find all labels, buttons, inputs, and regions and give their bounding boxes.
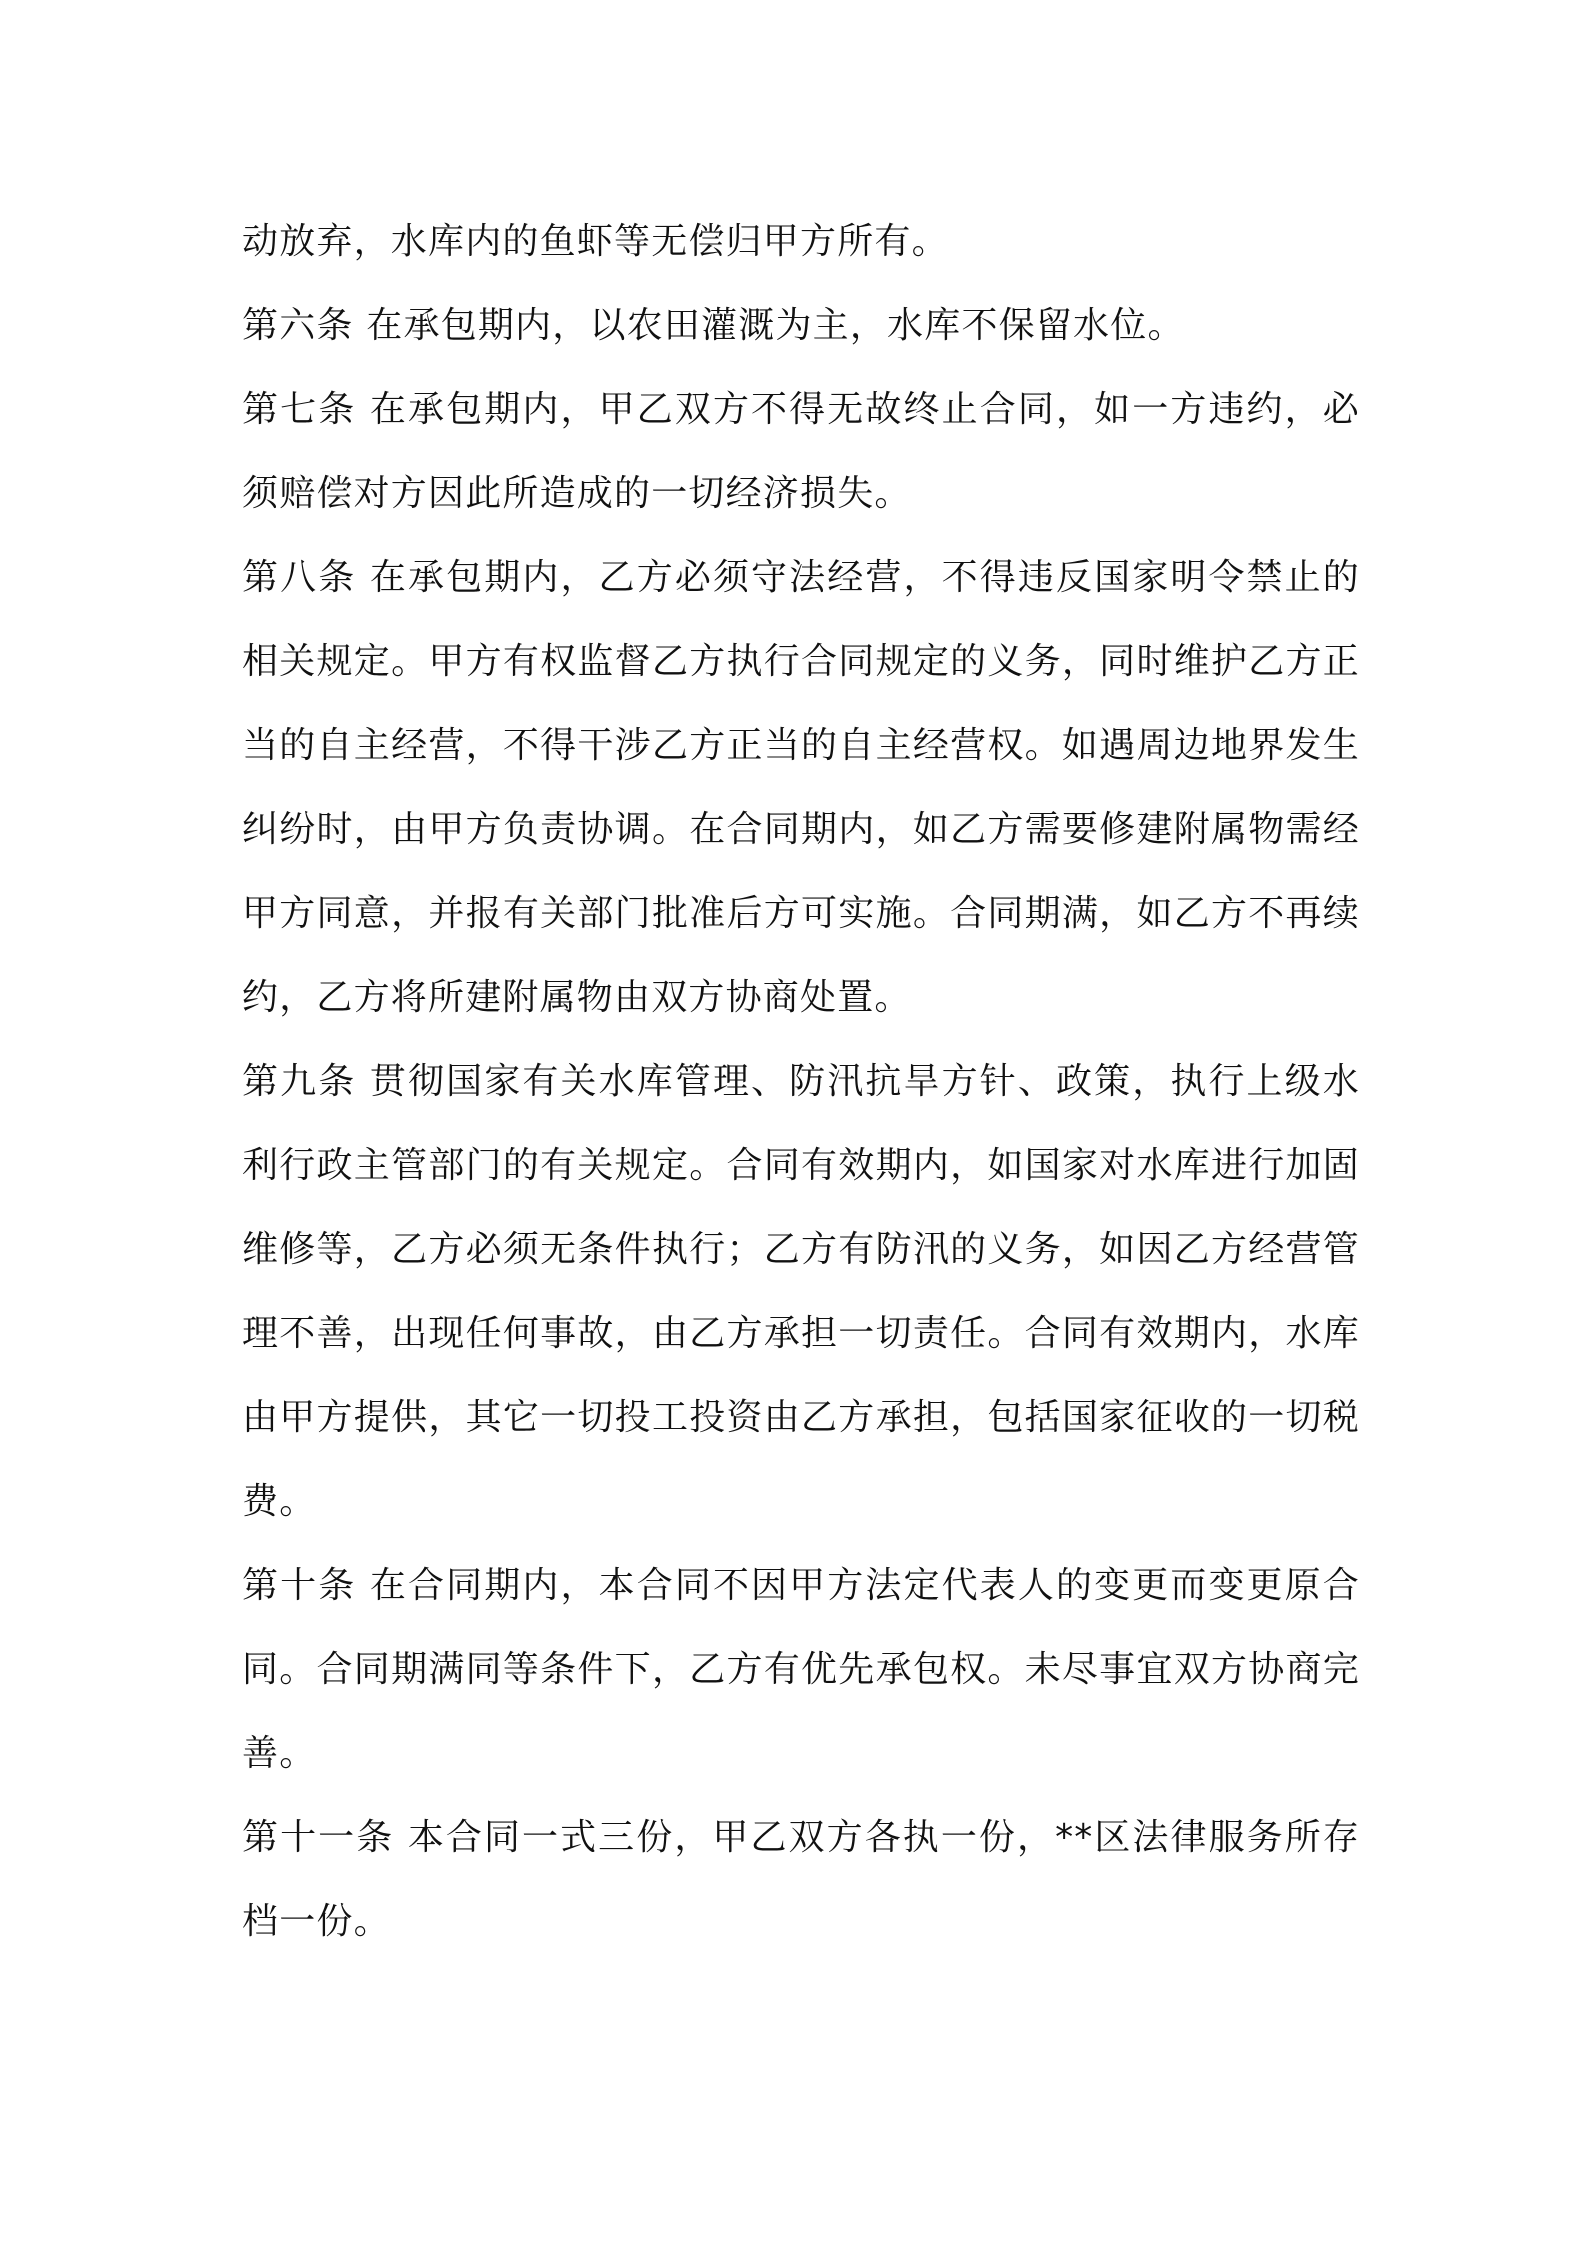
article-6: 第六条 在承包期内，以农田灌溉为主，水库不保留水位。 xyxy=(242,305,1185,346)
article-10: 第十条 在合同期内，本合同不因甲方法定代表人的变更而变更原合同。合同期满同等条件下，乙方有优先承包权。未尽事宜双方协商完善。 xyxy=(242,1565,1360,1774)
article-8: 第八条 在承包期内，乙方必须守法经营，不得违反国家明令禁止的相关规定。甲方有权监督乙方执行合同规定的义务，同时维护乙方正当的自主经营，不得干涉乙方正当的自主经营权。如遇周边地界发生纠纷时，由甲方负责协调。在合同期内，如乙方需要修建附属物需经甲方同意，并报有关部门批准后方可实施。合同期满，如乙方不再续约，乙方将所建附属物由双方协商处置。 xyxy=(242,557,1360,1018)
article-9: 第九条 贯彻国家有关水库管理、防汛抗旱方针、政策，执行上级水利行政主管部门的有关规定。合同有效期内，如国家对水库进行加固维修等，乙方必须无条件执行；乙方有防汛的义务，如因乙方经营管理不善，出现任何事故，由乙方承担一切责任。合同有效期内，水库由甲方提供，其它一切投工投资由乙方承担，包括国家征收的一切税费。 xyxy=(242,1061,1360,1522)
article-7: 第七条 在承包期内，甲乙双方不得无故终止合同，如一方违约，必须赔偿对方因此所造成的一切经济损失。 xyxy=(242,389,1360,514)
paragraph-continuation: 动放弃，水库内的鱼虾等无偿归甲方所有。 xyxy=(242,221,949,262)
article-11: 第十一条 本合同一式三份，甲乙双方各执一份，**区法律服务所存档一份。 xyxy=(242,1817,1360,1942)
contract-body xyxy=(242,200,1360,1964)
